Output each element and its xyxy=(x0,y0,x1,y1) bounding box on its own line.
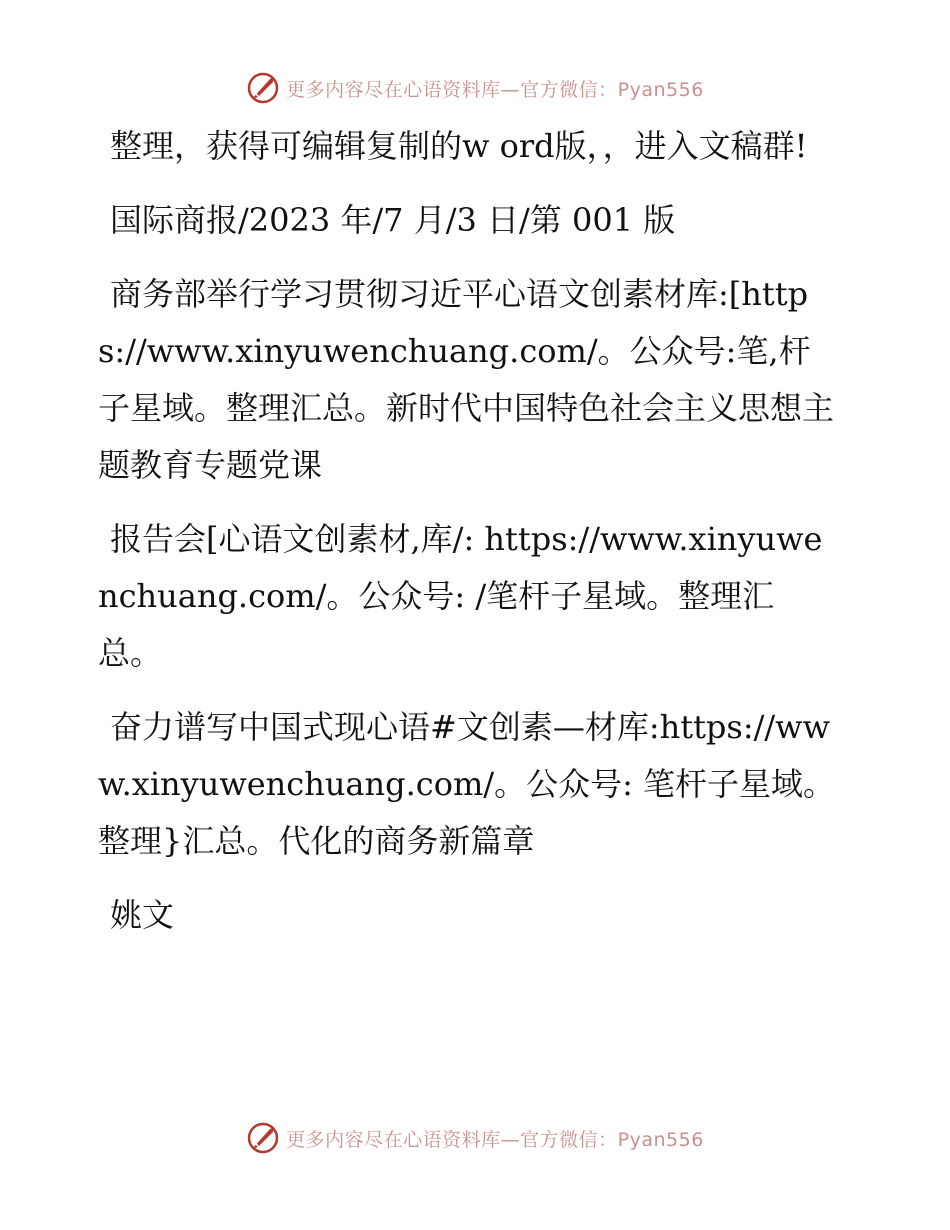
footer-banner-text: 更多内容尽在心语资料库—官方微信：Pyan556 xyxy=(286,1128,704,1151)
paragraph-headline-2: 报告会[心语文创素材,库/: https://www.xinyuwenchuang.com/。公众号: /笔杆子星域。整理汇总。 xyxy=(98,520,823,672)
paragraph-headline-3: 奋力谱写中国式现心语#文创素—材库:https://www.xinyuwenchuang.com/。公众号: 笔杆子星域。整理}汇总。代化的商务新篇章 xyxy=(98,708,836,860)
quill-logo-icon xyxy=(246,1121,280,1155)
paragraph-source: 国际商报/2023 年/7 月/3 日/第 001 版 xyxy=(110,201,676,239)
footer-banner-inner xyxy=(246,1118,704,1158)
paragraph-author: 姚文 xyxy=(110,896,175,934)
header-banner xyxy=(0,68,950,108)
footer-banner xyxy=(0,1118,950,1158)
quill-logo-icon xyxy=(246,71,280,105)
paragraph-headline-1: 商务部举行学习贯彻习近平心语文创素材库:[https://www.xinyuwenchuang.com/。公众号:笔,杆子星域。整理汇总。新时代中国特色社会主义思想主题教育专题党课 xyxy=(98,275,835,484)
header-banner-text: 更多内容尽在心语资料库—官方微信：Pyan556 xyxy=(286,78,704,101)
header-banner-inner xyxy=(246,68,704,108)
paragraph-intro: 整理，获得可编辑复制的w ord版，，进入文稿群! xyxy=(110,127,808,165)
document-body xyxy=(98,118,838,961)
